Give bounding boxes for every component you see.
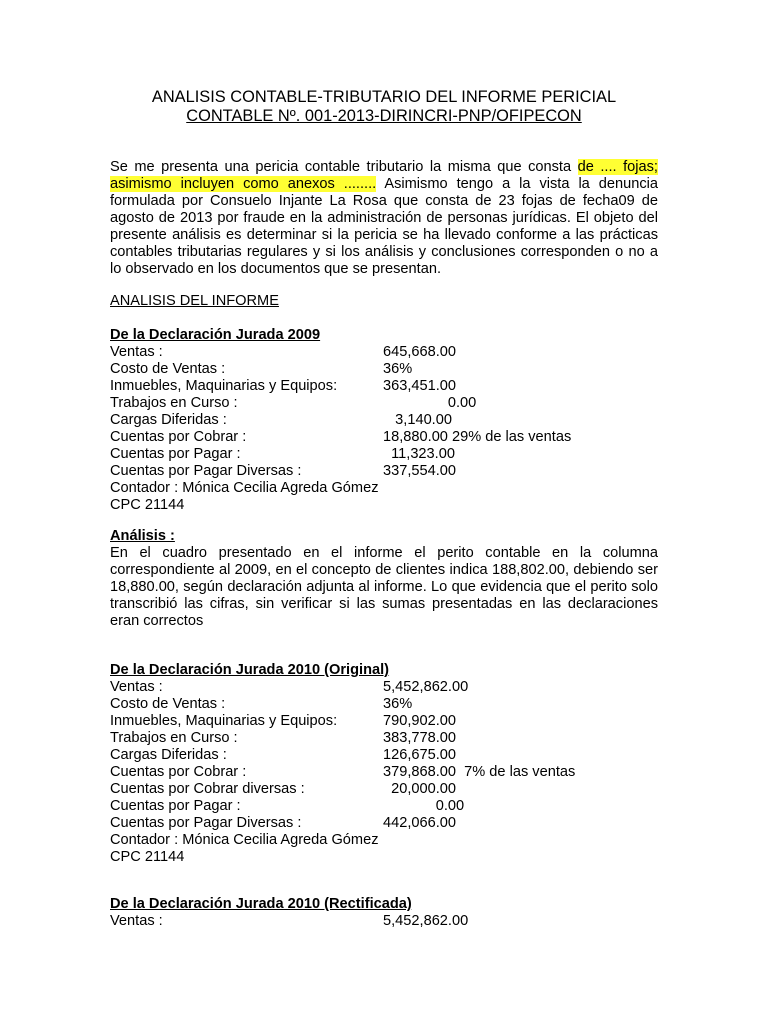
row-label: Cuentas por Pagar : — [110, 798, 241, 814]
section-2010-rectificada — [110, 896, 658, 930]
row-label: Cargas Diferidas : — [110, 412, 227, 428]
analisis-title: Análisis : — [110, 528, 175, 544]
title-line-1: ANALISIS CONTABLE-TRIBUTARIO DEL INFORME PERICIAL — [151, 88, 617, 106]
table-row — [110, 798, 658, 815]
cpc-line: CPC 21144 — [110, 497, 185, 513]
table-row — [110, 429, 658, 446]
table-row — [110, 713, 658, 730]
section-2010-rectificada-title: De la Declaración Jurada 2010 (Rectificada) — [110, 896, 412, 912]
title-line-2: CONTABLE Nº. 001-2013-DIRINCRI-PNP/OFIPECON — [186, 107, 582, 125]
table-row — [110, 378, 658, 395]
table-row — [110, 463, 658, 480]
row-label: Ventas : — [110, 344, 163, 360]
row-value: 20,000.00 — [383, 781, 457, 797]
table-row — [110, 730, 658, 747]
row-label: Cargas Diferidas : — [110, 747, 227, 763]
row-value: 337,554.00 — [383, 463, 457, 479]
row-label: Trabajos en Curso : — [110, 730, 238, 746]
table-row — [110, 764, 658, 781]
table-row — [110, 781, 658, 798]
table-row — [110, 361, 658, 378]
table-row — [110, 679, 658, 696]
row-label: Cuentas por Pagar : — [110, 446, 241, 462]
cpc-line: CPC 21144 — [110, 849, 185, 865]
row-label: Cuentas por Cobrar : — [110, 429, 247, 445]
section-2009-title: De la Declaración Jurada 2009 — [110, 327, 321, 343]
row-label: Costo de Ventas : — [110, 696, 226, 712]
row-value: 383,778.00 — [383, 730, 457, 746]
row-label: Inmuebles, Maquinarias y Equipos: — [110, 378, 338, 394]
table-row — [110, 696, 658, 713]
row-label: Inmuebles, Maquinarias y Equipos: — [110, 713, 338, 729]
document-title — [0, 88, 768, 126]
table-row — [110, 747, 658, 764]
intro-text-2: Asimismo tengo a la vista la denuncia formulada por Consuelo Injante La Rosa que consta de 23 fojas de fecha09 de agosto de 2013 por fraude en la administración de personas jurídicas. El objeto del presente análisis es determinar si la pericia se ha llevado conforme a las prácticas contables tributarias regulares y si los análisis y conclusiones corresponden o no a lo observado en los documentos que se presentan. — [110, 176, 658, 277]
row-label: Ventas : — [110, 913, 163, 929]
row-value: 3,140.00 — [383, 412, 452, 428]
row-value: 0.00 — [383, 798, 465, 814]
intro-paragraph — [110, 159, 658, 278]
section-2009-rows — [110, 344, 658, 480]
row-label: Trabajos en Curso : — [110, 395, 238, 411]
row-label: Cuentas por Cobrar : — [110, 764, 247, 780]
intro-highlight: de .... fojas; asimismo incluyen como anexos ........ — [110, 159, 658, 192]
row-value: 36% — [383, 696, 413, 712]
row-value: 0.00 — [383, 395, 477, 411]
row-label: Cuentas por Pagar Diversas : — [110, 463, 302, 479]
analisis-section — [110, 528, 658, 630]
row-value: 363,451.00 — [383, 378, 457, 394]
table-row — [110, 913, 658, 930]
row-value: 790,902.00 — [383, 713, 457, 729]
row-value: 11,323.00 — [383, 446, 455, 462]
section-2010-original-rows — [110, 679, 658, 832]
row-value: 126,675.00 — [383, 747, 457, 763]
section-2010-original-title: De la Declaración Jurada 2010 (Original) — [110, 662, 390, 678]
row-label: Costo de Ventas : — [110, 361, 226, 377]
table-row — [110, 344, 658, 361]
row-label: Cuentas por Pagar Diversas : — [110, 815, 302, 831]
section-2009 — [110, 327, 658, 514]
row-label: Cuentas por Cobrar diversas : — [110, 781, 305, 797]
contador-line: Contador : Mónica Cecilia Agreda Gómez — [110, 480, 379, 496]
section-2010-original — [110, 662, 658, 866]
row-value: 18,880.00 29% de las ventas — [383, 429, 572, 445]
row-value: 379,868.00 7% de las ventas — [383, 764, 576, 780]
table-row — [110, 412, 658, 429]
row-value: 442,066.00 — [383, 815, 457, 831]
table-row — [110, 395, 658, 412]
intro-text-1: Se me presenta una pericia contable tributario la misma que consta — [110, 159, 578, 175]
analisis-text: En el cuadro presentado en el informe el perito contable en la columna correspondiente al 2009, en el concepto de clientes indica 188,802.00, debiendo ser 18,880.00, según declaración adjunta al informe. Lo que evidencia que el perito solo transcribió las cifras, sin verificar si las sumas presentadas en las declaraciones eran correctos — [110, 545, 658, 629]
row-value: 5,452,862.00 — [383, 913, 469, 929]
table-row — [110, 815, 658, 832]
contador-line: Contador : Mónica Cecilia Agreda Gómez — [110, 832, 379, 848]
row-label: Ventas : — [110, 679, 163, 695]
row-value: 645,668.00 — [383, 344, 457, 360]
row-value: 36% — [383, 361, 413, 377]
analysis-heading: ANALISIS DEL INFORME — [110, 293, 279, 309]
row-value: 5,452,862.00 — [383, 679, 469, 695]
table-row — [110, 446, 658, 463]
